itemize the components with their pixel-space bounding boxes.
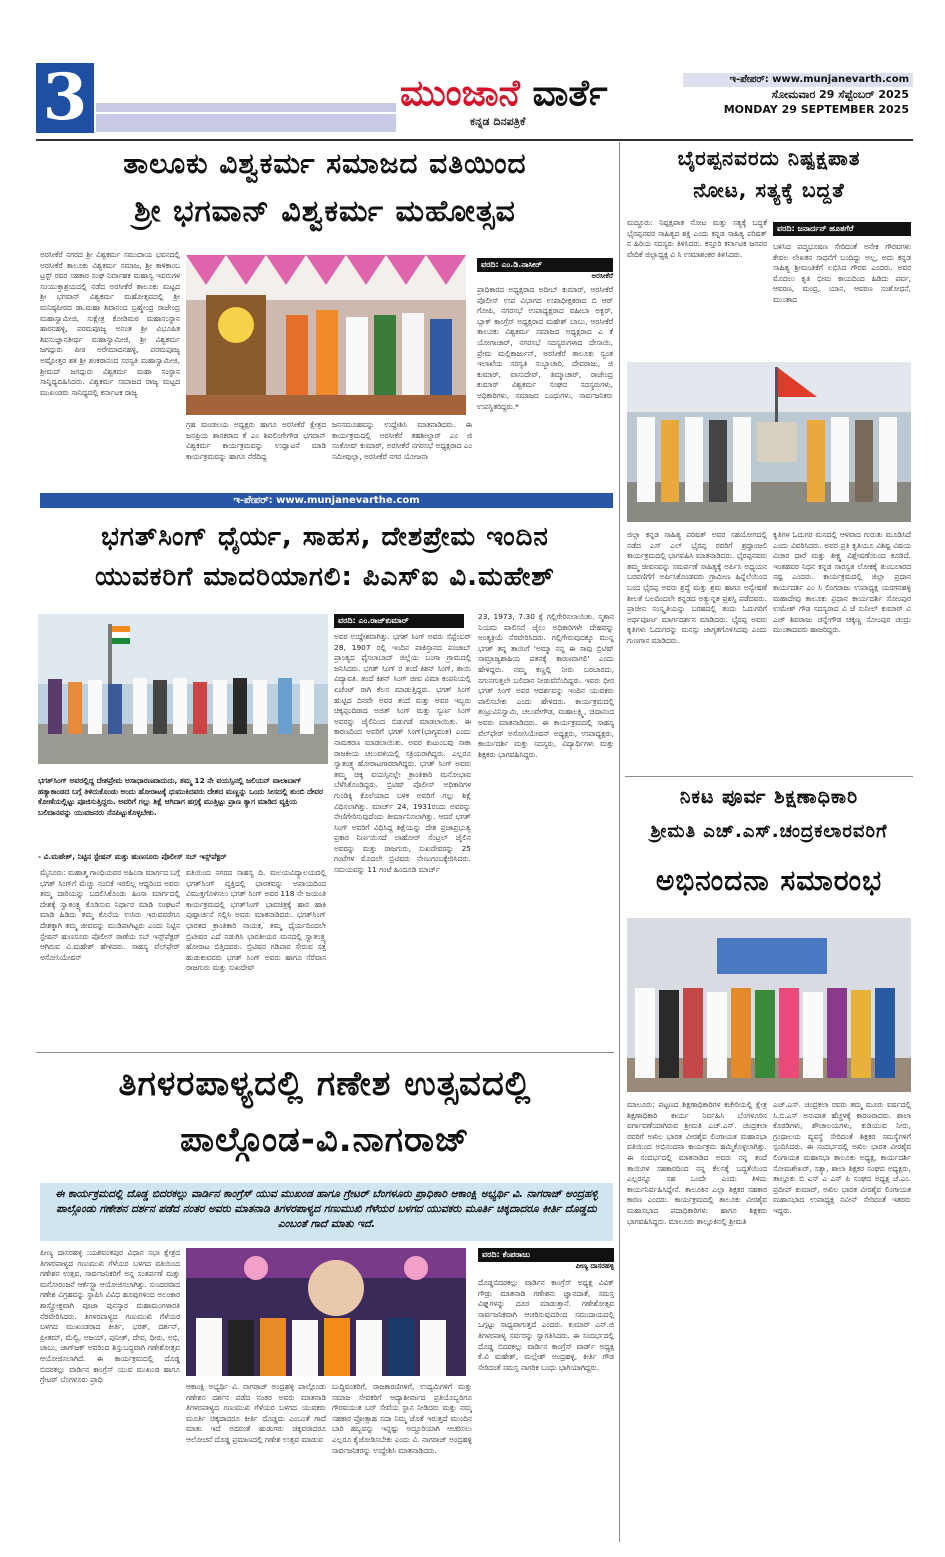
byline-box-bhagat [334, 614, 464, 628]
article-body-ganesha-col4: ದೊಡ್ಡಬಿದರಕಲ್ಲು ವಾರ್ಡಿನ ಕಾಂಗ್ರೆಸ್ ಅಧ್ಯಕ್ಷ ವಿವಿಕ್ ಗೌಡ್ರು ಮಾತನಾಡಿ ಗಣೇಶನು ಜ್ಞಾನದಾತೆ, ಸಮಸ್ತ ವಿಘ್ನಗಳನ್ನು ದೂರ ಮಾಡುತ್ತಾನೆ. ಗಣೇಶೋತ್ಸವ ಸಾರ್ವಜನಿಕವಾಗಿ ಆಚರಿಸುವುದರಿಂದ ಸಮುದಾಯದಲ್ಲಿ ಒಗ್ಗಟ್ಟು ಸಾಧ್ಯವಾಗುತ್ತದೆ ಎಂದರು. ಕುಮಾರ್ ಎನ್.ಜಿ ತಿಗಳರಪಾಳ್ಯ ಸರ್ವರನ್ನು ಸ್ವಾಗತಿಸಿದರು. ಈ ಸಂದರ್ಭದಲ್ಲಿ ದೊಡ್ಡ ಬಿದರಕಲ್ಲು ವಾರ್ಡಿನ ಕಾಂಗ್ರೆಸ್ ವಾರ್ಡ್ ಅಧ್ಯಕ್ಷ ಕೆ.ವಿ ಮಹೇಶ್, ಮಲ್ಲೇಶ್ ಅಂದ್ರಹಳ್ಳಿ, ಕೀರ್ತಿ ಗೌಡ ಸೇರಿದಂತೆ ಸಮಸ್ತ ನಾಗರಿಕ ಬಂಧು ಭಾಗಿಯಾಗಿದ್ದರು. [478, 1278, 614, 1372]
article-body-ganesha-col1: ಪೀಣ್ಯ ದಾಸರಹಳ್ಳಿ :ಯಶವಂತಪುರ ವಿಧಾನ ಸಭಾ ಕ್ಷೇತ್ರದ ತಿಗಳರಪಾಳ್ಯದ ಗಣುಮುಖಿ ಗೆಳೆಯರ ಬಳಗದ ವತಿಯಿಂದ ಗಣೇಶನ ಉತ್ಸವ, ಸಾರ್ವಜನಿಕರಿಗೆ ಅನ್ನ ಸಂತರ್ಪಣೆ ಮತ್ತು ಮನೋರಂಜನೆ ಆರ್ಕೆಸ್ಟ್ರಾ ಆಯೋಜಿಸಲಾಗಿತ್ತು. ಸುಂದರವಾದ ಗಣೇಶ ವಿಗ್ರಹವನ್ನು ಸ್ಥಾಪಿಸಿ ವಿವಿಧ ಹೂವುಗಳಿಂದ ಅಲಂಕಾರ ಶಾಸ್ತ್ರೋಕ್ತವಾಗಿ ಪೂಜಾ ಪುನಸ್ಕಾರ ಮಹಾಮಂಗಳಾರತಿ ನೆರವೇರಿಸಿದರು. ತಿಗಳರಪಾಳ್ಯದ ಗಣುಮುಖಿ ಗೆಳೆಯರ ಬಳಗದ ಮುಖಂಡರಾದ ಕೀರ್ತಿ, ಭರತ್, ದರ್ಶನ್, ಪ್ರೀತಮ್, ಮೆಲ್ವಿ, ಅಜಯ್, ಪುನೀತ್, ದೇವ, ಧೀರು, ಅಭಿ, ಜಾಬು, ಜಾಗ್‌ಜಕ್‌ ಅವರಿಂದ ಶಿಸ್ತುಬದ್ಧವಾಗಿ ಗಣೇಶೋತ್ಸವ ಆಯೋಜಿಸಲಾಗಿದೆ. ಈ ಕಾರ್ಯಕ್ರಮದಲ್ಲಿ ದೊಡ್ಡ ಬಿದರಕಲ್ಲು ವಾರ್ಡಿನ ಕಾಂಗ್ರೆಸ್ ಯುವ ಮುಖಂಡ ಹಾಗೂ ಗ್ರೇಟರ್ ಬೆಂಗಳೂರು ಪ್ರಾಧಿ [40, 1248, 180, 1385]
caption-vishwakarma-left: ಗ್ರಹ ಮಂಡಲಯ ಅಧ್ಯಕ್ಷರು ಹಾಗೂ ಅರಸೀಕೆರೆ ಕ್ಷೇತ್ರದ ಜನಪ್ರಿಯ ಶಾಸಕರಾದ ಕೆ ಎಂ ಶಿವಲಿಂಗೇಗೌಡ ಭಗವಾನ್ ವಿಶ್ವಕರ್ಮ ಕಾರ್ಯಕ್ರಮವನ್ನು ಉದ್ಘಾಟನೆ ಮಾಡಿ ಕಾರ್ಯಕ್ರಮವನ್ನು ಹಾಗೂ ನೆರೆದಿದ್ದ [186, 420, 326, 461]
headline-bhagat-2: ಯುವಕರಿಗೆ ಮಾದರಿಯಾಗಲಿ: ಪಿಎಸ್ಐ ವಿ.ಮಹೇಶ್ [95, 562, 555, 592]
logo-part-2: ವಾರ್ತೆ [532, 72, 608, 114]
headline-ganesha-1: ತಿಗಳರಪಾಳ್ಯದಲ್ಲಿ ಗಣೇಶ ಉತ್ಸವದಲ್ಲಿ [118, 1064, 532, 1104]
highlight-ganesha: ಈ ಕಾರ್ಯಕ್ರಮದಲ್ಲಿ ದೊಡ್ಡ ಬಿದರಕಲ್ಲು ವಾರ್ಡಿನ ಕಾಂಗ್ರೆಸ್ ಯುವ ಮುಖಂಡ ಹಾಗೂ ಗ್ರೇಟರ್ ಬೆಂಗಳೂರು ಪ್ರಾಧಿಕಾರಿ ಆಕಾಂಕ್ಷಿ ಅಭ್ಯರ್ಥಿ ವಿ. ನಾಗರಾಜ್ ಅಂದ್ರಹಳ್ಳಿ ಪಾಲ್ಗೊಂಡು ಗಣೇಶನ ದರ್ಶನ ಪಡೆದ ನಂತರ ಅವರು ಮಾತನಾಡಿ ತಿಗಳರಪಾಳ್ಯದ ಗಣುಮುಖಿ ಗೆಳೆಯರ ಬಳಗದ ಯುವಕರು ಮೂರ್ತಿ ಚಿಕ್ಕದಾದರೂ ಕೀರ್ತಿ ದೊಡ್ಡದು ಎಂಬಂತೆ ಗಾದೆ ಮಾತು ಇದೆ. [40, 1183, 613, 1241]
headline-vishwakarma-2: ಶ್ರೀ ಭಗವಾನ್ ವಿಶ್ವಕರ್ಮ ಮಹೋತ್ಸವ [134, 194, 516, 229]
date-kannada: ಸೋಮವಾರ 29 ಸೆಪ್ಟೆಂಬರ್ 2025 [771, 88, 909, 101]
byline-bhagat: ವರದಿ: ಎಂ.ರಾಜ್‌ಕುಮಾರ್ [334, 614, 464, 628]
byline-location-ganesha: ಪೀಣ್ಯ ದಾಸರಹಳ್ಳಿ [575, 1262, 614, 1270]
headline-vishwakarma-1: ತಾಲೂಕು ವಿಶ್ವಕರ್ಮ ಸಮಾಜದ ವತಿಯಿಂದ [123, 147, 527, 180]
article-body-vishwakarma-col1: ಅರಸೀಕೆರೆ ನಗರದ ಶ್ರೀ ವಿಶ್ವಕರ್ಮ ಸಮುದಾಯ ಭವನದಲ್ಲಿ ಅರಸೀಕೆರೆ ತಾಲೂಕು ವಿಶ್ವಕರ್ಮ ಸಮಾಜ, ಶ್ರೀ ಕಾಳಿಕಾಂಬ ಟ್ರಸ್ಟ್ ರವರ ಸಹಕಾರ ಸಂಘ ನಿರ್ವಾಹಕ ಮಹಾಸ್ವ ಇವರುಗಳ ಸಂಯುಕ್ತಾಶ್ರಯದಲ್ಲಿ ನಡೆದ ಅರಸೀಕೆರೆ ತಾಲೂಕು ಮಟ್ಟದ ಶ್ರೀ ಭಗವಾನ್ ವಿಶ್ವಕರ್ಮ ಮಹೋತ್ಸವದಲ್ಲಿ ಶ್ರೀ ಮನಿಷ್ಠಪೀಠದ ಡಾ.ಮಹಾ ಶಿವಾನಂದ ಬ್ರಹ್ಮೇಂದ್ರ ರಾಜೇಂದ್ರ ಮಹಾಸ್ವಾಮೀಜಿ, ಸುಕ್ಷೇತ್ರ ಕೋಡಿಮಠ ಮಹಾಸಂಸ್ಥಾನ ಹಾರನಹಳ್ಳಿ, ಪರಮಪೂಜ್ಯ ಅನಂತ ಶ್ರೀ ವಿಭೂಷಿತ ಶಿವಸುಜ್ಞಾನತೀರ್ಥ ಮಹಾಸ್ವಾಮೀಜಿ, ಶ್ರೀ ವಿಶ್ವಕರ್ಮ ಜಗದ್ಗುರು ಪೀಠ ಅರೇಮಾದನಹಳ್ಳಿ, ಪರಮಪೂಜ್ಯ ಅಷ್ಟೋತ್ತರ ಶತ ಶ್ರೀ ಶಂಕರಾನಂದ ಸರಸ್ವತಿ ಮಹಾಸ್ವಾಮೀಜಿ, ಶ್ರೀಮದ್ ಜಗದ್ಗುರು ವಿಶ್ವಕರ್ಮ ಮಹಾ ಸಂಸ್ಥಾನ ಸಾನ್ನಿಧ್ಯವಹಿಸಿದರು. ವಿಶ್ವಕರ್ಮ ಸಮಾಜದ ರಾಜ್ಯ ಮಟ್ಟದ ಮುಖಂಡರು ಸಾನಿಧ್ಯದಲ್ಲಿ ಕರ್ನಾಟಕ ರಾಜ್ಯ [40, 250, 180, 397]
headline-bhagat-1: ಭಗತ್‌ಸಿಂಗ್ ಧೈರ್ಯ, ಸಾಹಸ, ದೇಶಪ್ರೇಮ ಇಂದಿನ [101, 522, 549, 552]
article-body-bhagat-col-d: 23, 1973, 7.30 ಕ್ಕೆ ಗಲ್ಲಿಗೇರಿಸಲಾಯಿತು. ಸ್ಮಶಾನ ನಿಯಮ ಪಾಲಿಸದೆ ಜೈಲು ಅಧಿಕಾರಿಗಳೇ ದೇಹವನ್ನು ಅಂತ್ಯಕ್ರಿಯೆ ನೆರವೇರಿಸಿದರು. ಗಲ್ಲಿಗೇರುವುದಕ್ಕೂ ಮುನ್ನ ಭಗತ್ ತನ್ನ ತಾಯಿಗೆ 'ಅಮ್ಮಾ ನನ್ನ ಈ ಸಾವು ಬ್ರಿಟಿಷ್ ಸಾಮ್ರಾಜ್ಯಶಾಹಿಯ ಪತನಕ್ಕೆ ಕಾರಣವಾಗಲಿ' ಎಂದು ಹೇಳಿದ್ದರು. ನಮ್ಮ ಕಣ್ಣಲ್ಲಿ ನೀರು ಬರಬಾರದು, ನಗುನಗುತ್ತಲೇ ಬಲಿದಾನ ನೀಡುವೆನೆಂದಿದ್ದರು. ಇವರು ಧೀರ ಭಗತ್ ಸಿಂಗ್ ಅವರ ಆದರ್ಶವನ್ನು ಇಂದಿನ ಯುವಕರು ಪಾಲಿಸಬೇಕು ಎಂದು ಹೇಳಿದರು. ಕಾರ್ಯಕ್ರಮದಲ್ಲಿ ತಂಟ್ರುವಿನಿಸ್ವಾಮಿ, ಚಲುವೇಗೌಡ, ಮಹಾಲಕ್ಷ್ಮಿ, ಚಿದಾನಂದ ಅವರು ಮಾತನಾಡಿದರು. ಈ ಕಾರ್ಯಕ್ರಮದಲ್ಲಿ ಸಾಹಸ್ಯ ವೆಲ್‌ಫೇರ್ ಅಸೋಸಿಯೇಷನ್ ಅಧ್ಯಕ್ಷರು, ಉಪಾಧ್ಯಕ್ಷರು, ಕಾರ್ಯದರ್ಶಿ ಮತ್ತು ಸದಸ್ಯರು, ವಿದ್ಯಾರ್ಥಿಗಳು ಮತ್ತು ಶಿಕ್ಷಕರು ಭಾಗವಹಿಸಿದ್ದರು. [478, 612, 614, 759]
headline-byrapura-1: ಬೈರಪ್ಪನವರದು ನಿಷ್ಪಕ್ಷಪಾತ [677, 146, 861, 170]
tagline: ಕನ್ನಡ ದಿನಪತ್ರಿಕೆ [470, 115, 526, 128]
caption-vishwakarma-right: ಜನಸಮೂಹವನ್ನು ಉದ್ದೇಶಿಸಿ ಮಾತನಾಡಿದರು. ಈ ಕಾರ್ಯಕ್ರಮದಲ್ಲಿ ಅರಸೀಕೆರೆ ತಹಶೀಲ್ದಾರ್ ಎಂ ಜಿ ಸಂತೋಷ್ ಕುಮಾರ್, ಅರಸೀಕೆರೆ ನಗರಸಭೆ ಅಧ್ಯಕ್ಷರಾದ ಎಂ ಸಮೀವುಲ್ಲಾ, ಅರಸೀಕೆರೆ ನಗರ ಯೋಜನಾ [332, 420, 472, 461]
article-body-byrapura-left: ಮದ್ದೂರು: ನಿಷ್ಪಕ್ಷಪಾತ ನೋಟ ಮತ್ತು ಸತ್ಯಕ್ಕೆ ಬದ್ಧತೆ ಭೈರಪ್ಪನವರ ಸಾಹಿತ್ಯದ ಶಕ್ತಿ ಎಂದು ಕನ್ನಡ ಸಾಹಿತ್ಯ ಪರಿಷತ್ ನ ಹಿರಿಯ ಸದಸ್ಯರು ತಿಳಿಸಿದರು. ಕಸ್ತೂರಿ ಕರ್ನಾಟಕ ಜನಪರ ವೇದಿಕೆ ಜಿಲ್ಲಾಧ್ಯಕ್ಷ ವಿ ಸಿ ಉಮಾಶಂಕರ ತಿಳಿಸಿದರು. [627, 218, 767, 259]
article-body-byrapura-bottom-left: ಜಿಲ್ಲಾ ಕನ್ನಡ ಸಾಹಿತ್ಯ ಪರಿಷತ್ ಅವರ ಸಹಯೋಗದಲ್ಲಿ ನಡೆದ ಎಸ್ ಎಲ್ ಭೈರಪ್ಪ ರವರಿಗೆ ಶ್ರದ್ಧಾಂಜಲಿ ಕಾರ್ಯಕ್ರಮದಲ್ಲಿ ಭಾಗವಹಿಸಿ ಮಾತನಾಡಿದರು. ಭೈರಪ್ಪನವರು ತಮ್ಮ ಜೀವನವನ್ನು ಸಮರ್ಪಣೆ ಸಾಹಿತ್ಯಕ್ಕೆ ಅರ್ಪಿಸಿ ಅಧ್ಯಯನ ಬರವಣಿಗೆಗೆ ಅರ್ಪಿಸಿಕೊಂಡವರು ಗ್ರಾಮೀಣ ಹಿನ್ನೆಲೆಯಿಂದ ಬಂದ ಭೈರಪ್ಪ ಅವರು ಶ್ರದ್ಧೆ ಮತ್ತು ಶ್ರಮ ಹಾಗೂ ಅನ್ವೇಷಣೆ ಶೀಲತೆ ಬಲದಿಂದಲೇ ಕನ್ನಡದ ಅತ್ಯುನ್ನತ ಪ್ರಶಸ್ತಿ ಪಡೆದವರು. ಪ್ರಾಚೀನ ಸಂಸ್ಕೃತಿಯನ್ನು ಬರಹದಲ್ಲಿ ತಂದು ಓದುಗರಿಗೆ ಅರ್ಥಪೂರ್ಣ ಮಾರ್ಗದರ್ಶನ ಮಾಡಿದರು. ಭೈರಪ್ಪ ಅವರು ಕೃತಿಗಳು ಓದುಗರನ್ನು ಮನಸ್ಸು ಜಾಗೃತಗೊಳಿಸಿದವು ಎಂದು ಗುಣಗಾನ ಮಾಡಿದರು. [627, 530, 767, 645]
masthead-rule [36, 139, 913, 141]
byline-ganesha: ವರದಿ: ಕೆಂಪರಾಜು [478, 1248, 614, 1262]
article-body-byrapura-bottom-right: ಕೃತಿಗಳ ಓದುಗರ ಮನದಲ್ಲಿ ಆಳವಾದ ಗುರುತು ಮೂಡಿಸಿದೆ ಎಂದು ವಿವರಿಸಿದರು. ಅವರ ಪ್ರತಿ ಕೃತಿಯೂ ವಿಶಿಷ್ಟ ವಿಷಯ ವಿಚಾರ ಧಾರೆ ಮತ್ತು ತೀಕ್ಷ್ಣ ವಿಶ್ಲೇಷಣೆಯಿಂದ ಕೂಡಿದೆ. ಇಂತಹವರ ನಿಧನ ಕನ್ನಡ ಸಾರಸ್ವತ ಲೋಕಕ್ಕೆ ತುಂಬಲಾರದ ನಷ್ಟ ಎಂದರು. ಕಾರ್ಯಕ್ರಮದಲ್ಲಿ ಜಿಲ್ಲಾ ಪ್ರಧಾನ ಕಾರ್ಯದರ್ಶಿ ಎಂ ಸಿ ಲಿಂಗರಾಜು ಉಪಾಧ್ಯಕ್ಷ ಯರಗನಹಳ್ಳಿ ಮಹಾದೇವು ತಾಲೂಕು ಪ್ರಧಾನ ಕಾರ್ಯದರ್ಶಿ ಸೋಂಪುರ ಉಮೇಶ್ ಗೌಡ ಸದಸ್ಯರಾದ ವಿ ಜೆ ಸುನೀಲ್ ಕುಮಾರ್ ವಿ ಎಚ್ ಶಿವರಾಜು ಚನ್ನೇಗೌಡ ಚಿಕ್ಕಣ್ಣ ಸೋಂಪುರ ಚಂದ್ರು ಮುಂತಾದವರು ಹಾಜರಿದ್ದರು. [773, 530, 911, 635]
byline-box-ganesha [478, 1248, 614, 1271]
article-body-vishwakarma-col3: ಪ್ರಾಧಿಕಾರದ ಅಧ್ಯಕ್ಷರಾದ ಅದೀಬ್ ಕುಮಾರ್, ಅರಸೀಕೆರೆ ಪೊಲೀಸ್ ಉಪ ವಿಭಾಗದ ಉಪಾಧೀಕ್ಷಕರಾದ ಬಿ ಆರ್ ಗೋಪಿ, ನಗರಸಭೆ ಉಪಾಧ್ಯಕ್ಷರಾದ ವಹೀಬಾ ಅಕ್ಬರ್, ಬ್ಲಾಕ್ ಕಾಂಗ್ರೆಸ್ ಅಧ್ಯಕ್ಷರಾದ ಮಹೇಶ್ ಬಾಬು, ಅರಸೀಕೆರೆ ತಾಲೂಕು ವಿಶ್ವಕರ್ಮ ಸಮಾಜದ ಅಧ್ಯಕ್ಷರಾದ ಎ ಕೆ ಯೋಗಾಚಾರ್, ನಗರಸಭೆ ಸದಸ್ಯರುಗಳಾದ ದೇಸಾಯಿ, ಪ್ರೇಮ ಮಲ್ಲಿಕಾರ್ಜುನ್, ಅರಸೀಕೆರೆ ತಾಲೂಕು ಸ್ವಂತ ಇಲಾಖೆಯ ಸರಸ್ವತಿ ಸುಬ್ಬಾಚಾರಿ, ದೇವರಾಜು, ಜಿ ಕುಮಾರ್, ವಾಸುದೇವ್, ತಿಮ್ಮಾಚಾರ್, ರಾಜೇಂದ್ರ ಕುಮಾರ್ ವಿಶ್ವಕರ್ಮ ಸಂಘದ ಸದಸ್ಯರುಗಳು, ಅಧಿಕಾರಿಗಳು, ಸಮಾಜದ ಬಂಧುಗಳು, ಸಾರ್ವಜನಿಕರು ಉಪಸ್ಥಿತರಿದ್ದರು.* [477, 285, 613, 411]
byline-box-byrapura [773, 222, 911, 236]
section-rule-right [625, 776, 913, 777]
photo-chandrakala [627, 918, 911, 1092]
article-body-chandrakala-left: ಮಾಲೂರು: ಪಟ್ಟಣದ ಶಿಕ್ಷಣಾಧಿಕಾರಿಗಳ ಕಚೇರಿಯಲ್ಲಿ ಕ್ಷೇತ್ರ ಶಿಕ್ಷಣಾಧಿಕಾರಿ ಕಾರ್ಯ ನಿರ್ವಹಿಸಿ ಬೆಂಗಳೂರಿನ ವರ್ಗಾವಣೆಯಾಗಿರುವ ಶ್ರೀಮತಿ ಎಚ್.ಎಸ್. ಚಂದ್ರಕಲಾ ರವರಿಗೆ ಅಖಿಲ ಭಾರತ ವೀರಶೈವ ಲಿಂಗಾಯತ ಮಹಾಸಭಾ ವತಿಯಿಂದ ಅಭಿನಂದನಾ ಕಾರ್ಯಕ್ರಮ ಹಮ್ಮಿಕೊಳ್ಳಲಾಗಿತ್ತು. ಈ ಸಂದರ್ಭದಲ್ಲಿ ಮಾತನಾಡಿದ ಅವರು ನನ್ನ ತಂದೆ ತಾಯಿಗಳ ಸಹಕಾರದಿಂದ ನನ್ನ ಕೆಲಸಕ್ಕೆ ಬದ್ಧತೆಯಿಂದ ಎಲ್ಲರನ್ನೂ ಸಹ ಒಂದೇ ಎಂದು ತಿಳಿದು ಕಾರ್ಯನಿರ್ವಹಿಸಿದ್ದೇನೆ. ತಾಲೂಕಿನ ಎಲ್ಲಾ ಶಿಕ್ಷಕರ ಸಹಕಾರ ಕಾರಣ ಎಂದರು. ಕಾರ್ಯಕ್ರಮದಲ್ಲಿ ತಾಲೂಕು ವೀರಶೈವ ಮಹಾಸಭಾದ ಪದಾಧಿಕಾರಿಗಳು ಹಾಗೂ ಶಿಕ್ಷಕರು ಭಾಗವಹಿಸಿದ್ದರು. ಮಾಲೂರು ತಾಲ್ಲೂಕಿನಲ್ಲಿ ಶ್ರೀಮತಿ [627, 1100, 767, 1226]
photo-bhagat [38, 614, 328, 764]
masthead-band-lower [96, 114, 396, 132]
article-body-byrapura-right: ಬಳಿಸಿದ ಪದ್ಮಭೂಷಣ ಸೇರಿದಂತೆ ಅನೇಕ ಗೌರವಗಳು ಕೇವಲ ಲೇಖಕನ ಸಾಧನೆಗೆ ಬಂದಿದ್ದು ಅಲ್ಲ, ಅದು ಕನ್ನಡ ಸಾಹಿತ್ಯ ಶ್ರೀಮಂತಿಕೆಗೆ ಲಭಿಸಿದ ಗೌರವ ಎಂದರು. ಅವರ ಮೊದಲು ಕೃತಿ ಭೀಮ ಕಾಯದಿಂದ ಹಿಡಿದು ಪರ್ವ, ಆವರಣ, ಮಂದ್ರ, ಯಾನ, ಆವರಣ ಸಂಶೋಧನೆ, ಮುಂತಾದ [773, 242, 911, 304]
newspaper-logo [400, 70, 662, 116]
article-body-ganesha-col3: ಬುದ್ಧಿವಂತರಿಗೆ, ರಾಜಕಾರಣಿಗಳಿಗೆ, ಉದ್ಯಮಿಗಳಿಗೆ ಮತ್ತು ಸಮಾಜ ಸೇವಕರಿಗೆ ಆದ್ಯಾಶೀರ್ವಾದ ಪ್ರತಿಯೊಬ್ಬರಿಗೂ ಗೌರವಯುತ ಬರ್‌ ಸೇವೆಯ ಸ್ಥಾನ ನೀಡಿದರು ಮತ್ತು ನಮ್ಮ ಸಹಕಾರ ಪ್ರೋತ್ಸಾಹ ಸದಾ ನಿಮ್ಮ ಜೊತೆ ಇರುತ್ತದೆ ಮುಂದಿನ ಬಾರಿ ಹಬ್ಬವನ್ನು ಇನ್ನಷ್ಟು ಅದ್ದೂರಿಯಾಗಿ ಆಚರಿಸಲು ಎಲ್ಲರೂ ಕೈಜೋಡಿಸಬೇಕು ಎಂದು ವಿ. ನಾಗರಾಜ್ ಅಂದ್ರಹಳ್ಳಿ ಸಾರ್ವಜನಿಕರನ್ನು ಉದ್ದೇಶಿಸಿ ಮಾತನಾಡಿದರು. [332, 1382, 472, 1455]
byline-box-vishwakarma [477, 258, 613, 281]
article-body-chandrakala-right: ಎಚ್.ಎಸ್. ಚಂದ್ರಕಲಾ ರವರು ತಮ್ಮ ಮೂರು ವರ್ಷದಲ್ಲಿ ಸಿ.ಬಿ.ಎಸ್ ಅನುಪಾತ ಹೆಚ್ಚಳಕ್ಕೆ ಕಾರಣರಾದರು. ಶಾಲಾ ಕೊಠಡಿಗಳು, ಶೌಚಾಲಯಗಳು, ಕುಡಿಯುವ ನೀರು, ಗ್ರಂಥಾಲಯ ವ್ಯವಸ್ಥೆ ಸೇರಿದಂತೆ ಶಿಕ್ಷಕರ ಸಮಸ್ಯೆಗಳಿಗೆ ಸ್ಪಂದಿಸಿದರು. ಈ ಸಂದರ್ಭದಲ್ಲಿ ಅಖಿಲ ಭಾರತ ವೀರಶೈವ ಲಿಂಗಾಯತ ಮಹಾಸಭಾ ತಾಲೂಕು ಅಧ್ಯಕ್ಷ, ಕಾರ್ಯದರ್ಶಿ ಸೋಮಶೇಖರ್, ಸತ್ಯಾ, ಶಾಲಾ ಶಿಕ್ಷಕರ ಸಂಘದ ಅಧ್ಯಕ್ಷರು, ತಾಲ್ಲೂಕು ಬಿ ಎಸ್ ಎ ಎಸ್ ಪಿ ಸಂಘದ ಅಧ್ಯಕ್ಷ ಜೆ.ಎಂ. ಪ್ರದೀಪ್ ಕುಮಾರ್, ಅಖಿಲ ಭಾರತ ವೀರಶೈವ ಲಿಂಗಾಯತ ಮಹಾಸಭಾದ ಉಪಾಧ್ಯಕ್ಷ ನವೀನ್ ಸೇರಿದಂತೆ ಇತರರು ಇದ್ದರು. [773, 1100, 911, 1215]
byline-vishwakarma: ವರದಿ: ಎಂ.ಡಿ.ನಾಸೀರ್ [477, 258, 613, 272]
article-body-bhagat-col-b: ವತಿಯಿಂದ ನಗರದ ಸಾಹಸ್ಯ ದಿ. ಮಲಯವಿದ್ಯಾಲಯದಲ್ಲಿ ಭಗತ್‌ಸಿಂಗ್ ವ್ಯಕ್ತಿದಲ್ಲಿ ಭಾರತವನ್ನು ಅಪಾಯದಿಂದ ವಿಮುಕ್ತಗೊಳಿಸಲು ಭಗತ್ ಸಿಂಗ್ ಅವರ 118 ನೇ ಜಯಂತಿ ಕಾರ್ಯಕ್ರಮದಲ್ಲಿ ಭಗತ್‌ಸಿಂಗ್ ಭಾವಚಿತ್ರಕ್ಕೆ ಹಾರ ಹಾಕಿ ಪುಷ್ಪಾರ್ಚನೆ ಸಲ್ಲಿಸಿ ಅವರು ಮಾತನಾಡಿದರು. ಭಗತ್‌ಸಿಂಗ್ ಭಾರತದ ಕ್ರಾಂತಿಕಾರಿ ನಾಯಕ, ತಮ್ಮ ಧೈರ್ಯದಿಂದಲೇ ಬ್ರಿಟೀಷರ ಎದೆ ನಡುಗಿಸಿ ಭಾರತೀಯರ ಮನದಲ್ಲಿ ಸ್ವಾತಂತ್ರ್ಯ ಹೋರಾಟ ಬಿತ್ತಿದವರು. ಬ್ರಿಟಿಷರ ಗಡಿಪಾರ ಸೇರುವ ಸತ್ತ ಹುಡುಕುವವರು ಭಗತ್ ಸಿಂಗ್ ಅವರು ಹಾಗೂ ಸೆರೆವಾಸ ರಾಜಗುರು ಮತ್ತು ಸುಖದೇವ್ [186, 868, 326, 973]
epaper-url: ಇ-ಪೇಪರ್: www.munjanevarth.com [683, 73, 913, 87]
section-rule [36, 1052, 614, 1053]
photo-vishwakarma [186, 255, 466, 415]
headline-chandrakala-2: ಶ್ರೀಮತಿ ಎಚ್.ಎಸ್.ಚಂದ್ರಕಲಾರವರಿಗೆ [650, 821, 888, 842]
column-divider [619, 142, 620, 1542]
epaper-banner: ಇ-ಪೇಪರ್: www.munjanevarthe.com [40, 493, 613, 508]
byline-location-vishwakarma: ಅರಸೀಕೆರೆ [591, 272, 613, 280]
date-english: MONDAY 29 SEPTEMBER 2025 [723, 103, 909, 116]
byline-byrapura: ವರದಿ: ಜನಾರ್ದನ್ ಹೂತಗೆರೆ [773, 222, 911, 236]
quote-attribution-bhagat: - ವಿ.ಮಹೇಶ್, ನಿಟ್ಟಿನ ಸ್ಟೇಷನ್ ಮತ್ತು ಹುಣಸೂರು ಪೊಲೀಸ್ ಸಬ್ ಇನ್ಸ್‌ಪೆಕ್ಟರ್ [38, 852, 227, 861]
headline-chandrakala-3: ಅಭಿನಂದನಾ ಸಮಾರಂಭ [655, 864, 883, 897]
page-number: 3 [36, 63, 94, 133]
headline-ganesha-2: ಪಾಲ್ಗೊಂಡ-ವಿ.ನಾಗರಾಜ್ [180, 1120, 470, 1160]
article-body-ganesha-col2: ಆಕಾಂಕ್ಷಿ ಅಭ್ಯರ್ಥಿ ವಿ. ನಾಗರಾಜ್ ಅಂದ್ರಹಳ್ಳಿ ಪಾಲ್ಗೊಂಡು ಗಣೇಶನ ದರ್ಶನ ಪಡೆದ ನಂತರ ಅವರು ಮಾತನಾಡಿ ತಿಗಳರಪಾಳ್ಯದ ಗಣುಮುಖಿ ಗೆಳೆಯರ ಬಳಗದ ಯುವಕರು ಮೂರ್ತಿ ಚಿಕ್ಕದಾದರೂ ಕೀರ್ತಿ ದೊಡ್ಡದು ಎಂಬಂತೆ ಗಾದೆ ಮಾತು ಇದೆ ಅದರಂತೆ ಹುಡುಗರು ಚಿಕ್ಕವರಾದರೂ ಆಲೋಚನೆ ದೊಡ್ಡ ಪ್ರಮಾಣದಲ್ಲಿ ಗಣೇಶ ಉತ್ಸವ ಮಾಡುವ [186, 1382, 326, 1444]
logo-part-1: ಮುಂಜಾನೆ [400, 72, 520, 114]
photo-byrapura [627, 362, 911, 522]
masthead-band [96, 103, 396, 112]
quote-bhagat: ಭಗತ್‌ಸಿಂಗ್ ಅವರಲ್ಲಿದ್ದ ದೇಶಪ್ರೇಮ ಅಸಾಧಾರಣವಾದುದು, ತಮ್ಮ 12 ನೇ ವಯಸ್ಸಿನಲ್ಲಿ ಜಲಿಯನ್ ವಾಲಾಬಾಗ್ ಹತ್ಯಾಕಾಂಡದ ಬಗ್ಗೆ ತಿಳಿದುಕೊಂಡು ಅಂದು ಹೋರಾಟಕ್ಕೆ ಧುಮುಕಿದವರು ದೇಶದ ಮಣ್ಣನ್ನು ಒಂದು ಸೀಸದಲ್ಲಿ ತುಂಬಿ ದೇವರ ಕೋಣೆಯಲ್ಲಿಟ್ಟು ಪೂಜಿಸುತ್ತಿದ್ದರು. ಅವರಿಗೆ ಗಲ್ಲು ಶಿಕ್ಷೆ ಆಗಿದಾಗ ಹಗ್ಗಕ್ಕೆ ಮುತ್ತಿಟ್ಟು ಪ್ರಾಣ ತ್ಯಾಗ ಮಾಡಿದ ವ್ಯಕ್ತಿಯ ಬಲಿದಾನವನ್ನು ಯುವಜನರು ನೆನಪಿಟ್ಟುಕೊಳ್ಳಬೇಕು. [38, 776, 323, 817]
headline-chandrakala-1: ನಿಕಟ ಪೂರ್ವ ಶಿಕ್ಷಣಾಧಿಕಾರಿ [679, 786, 859, 808]
headline-byrapura-2: ನೋಟ, ಸತ್ಯಕ್ಕೆ ಬದ್ದತೆ [693, 178, 845, 202]
article-body-bhagat-col-c: ಅವರ ಉದ್ದೇಶವಾಗಿತ್ತು. ಭಗತ್ ಸಿಂಗ್ ಅವರು ಸೆಪ್ಟೆಂಬರ್ 28, 1907 ರಲ್ಲಿ ಇಂದಿನ ಪಾಕಿಸ್ತಾನದ ಪಂಜಾಬ್ ಪ್ರಾಂತ್ಯದ ಫೈಸಲಾಬಾದ್ ಜಿಲ್ಲೆಯ ಬಂಗಾ ಗ್ರಾಮದಲ್ಲಿ ಜನಿಸಿದರು. ಭಗತ್ ಸಿಂಗ್ ರ ತಂದೆ ಕಿಶನ್ ಸಿಂಗ್, ತಾಯಿ ವಿದ್ಯಾವತಿ. ತಂದೆ ಕಿಶನ್ ಸಿಂಗ್ ಜೀವ ವಿಮಾ ಕಂಪನಿಯಲ್ಲಿ ಏಜೆಂಟ್ ರಾಗಿ ಕೆಲಸ ಮಾಡುತ್ತಿದ್ದರು. ಭಗತ್ ಸಿಂಗ್ ಹುಟ್ಟಿದ ದಿನವೇ ಅವರ ತಂದೆ ಮತ್ತು ಅವರ ಇಬ್ಬರು ಚಿಕ್ಕಪ್ಪಂದಿರಾದ ಅಜಿತ್ ಸಿಂಗ್ ಮತ್ತು ಸ್ವರ್ಣ ಸಿಂಗ್ ಅವರನ್ನು ಜೈಲಿನಿಂದ ಬಿಡುಗಡೆ ಮಾಡಲಾಯಿತು. ಈ ಕಾರಣದಿಂದ ಅವರಿಗೆ ಭಗತ್ ಸಿಂಗ್(ಭಾಗ್ಯವಂತ) ಎಂದು ನಾಮಕರಣ ಮಾಡಲಾಯಿತು. ಅವರ ಕುಟುಂಬವು ಸಾಕಾ ರಾಜಕೀಯ ಚಲುವಳಿಯಲ್ಲಿ ಸಕ್ರಿಯರಾಗಿದ್ದರು. ಎಲ್ಲರೂ ಸ್ವಾತಂತ್ರ್ಯ ಹೋರಾಟಗಾರರಾಗಿದ್ದರು. ಭಗತ್ ಸಿಂಗ್ ಅವರು ತಮ್ಮ ಚಿಕ್ಕ ವಯಸ್ಸಿನಲ್ಲೇ ಕ್ರಾಂತಿಕಾರಿ ಮನೋಭಾವ ಬೆಳೆಸಿಕೊಂಡಿದ್ದರು. ಬ್ರಿಟಿಷ್ ಪೊಲೀಸ್ ಅಧಿಕಾರಿಗಳ ಗುಂಡಿಕ್ಕಿ ಕೊಲೆಯಾದ ಬಳಿಕ ಅವರಿಗೆ ಗಲ್ಲು ಶಿಕ್ಷೆ ವಿಧಿಸಲಾಗಿತ್ತು. ಮಾರ್ಚ್ 24, 1931ರಂದು ಅವರನ್ನು ನೇಣಿಗೇರಿಸುವುದೆಂದು ತೀರ್ಮಾನಿಸಲಾಗಿತ್ತು. ಆದರೆ ಭಗತ್ ಸಿಂಗ್ ಅವರಿಗೆ ವಿಧಿಸಿದ್ದ ಶಿಕ್ಷೆಯನ್ನು ದೇಶ ಪ್ರಜಾಪ್ರಭುತ್ವ ಪ್ರಕಾರ ನಿರ್ಣಯಿಸದೆ ಲಾಹೋರ್ ಸೆಂಟ್ರಲ್ ಜೈಲಿನ ಅವರನ್ನು ಮತ್ತು ರಾಜಗುರು, ಸುಖದೇವರನ್ನು 25 ಗಂಟೆಗಳ ಮೊದಲೇ ಬ್ರಿಟಿಷರು ನೇಣುಗಂಬಕ್ಕೇರಿಸಿದರು. ಸಮಯವನ್ನು 11 ಗಂಟೆ ಹಿಂದೂಡಿ ಮಾರ್ಚ್ [334, 632, 471, 875]
article-body-bhagat-col-a: ಮೈಸೂರು: ಮಹಾತ್ಮ ಗಾಂಧಿಯವರ ಅಹಿಂಸಾ ಮಾರ್ಗದ ಬಗ್ಗೆ ಭಗತ್ ಸಿಂಗ್‌ಗೆ ಮೆಚ್ಚು ನಂಬಿಕೆ ಇರಲಿಲ್ಲ ಆದ್ದರಿಂದ ಅವರು ತಮ್ಮ ದಾರಿಯನ್ನು ಬದಲಿಸಿಕೊಂಡು ಹಿಂಸಾ ಮಾರ್ಗದಲ್ಲಿ ದೇಶಕ್ಕೆ ಸ್ವಾತಂತ್ರ್ಯ ಕೊಡಿಸುವ ನಿರ್ಧಾರ ಮಾಡಿ ಸಂಘಟನೆ ಮಾಡಿ ಹಿಡಿದು ತಮ್ಮ ಕೊನೆಯ ಉಸಿರು ಇರುವವರೆಗೂ ದೇಶಕ್ಕಾಗಿ ತಮ್ಮ ಜೀವವನ್ನು ಮುಡಿಪಾಗಿಟ್ಟರು ಎಂದು ನಿಟ್ಟಿನ ಸ್ಟೇಷನ್ ಹುಣಸೂರು ಪೊಲೀಸ್ ಠಾಣೆಯ ಸಬ್ ಇನ್ಸ್‌ಪೆಕ್ಟರ್ ಆಗಿರುವ ವಿ.ಮಹೇಶ್ ಹೇಳಿದರು. ಸಾಹಸ್ಯ ವೆಲ್‌ಫೇರ್ ಅಸೋಸಿಯೇಷನ್ [40, 868, 180, 962]
photo-ganesha [186, 1248, 466, 1376]
